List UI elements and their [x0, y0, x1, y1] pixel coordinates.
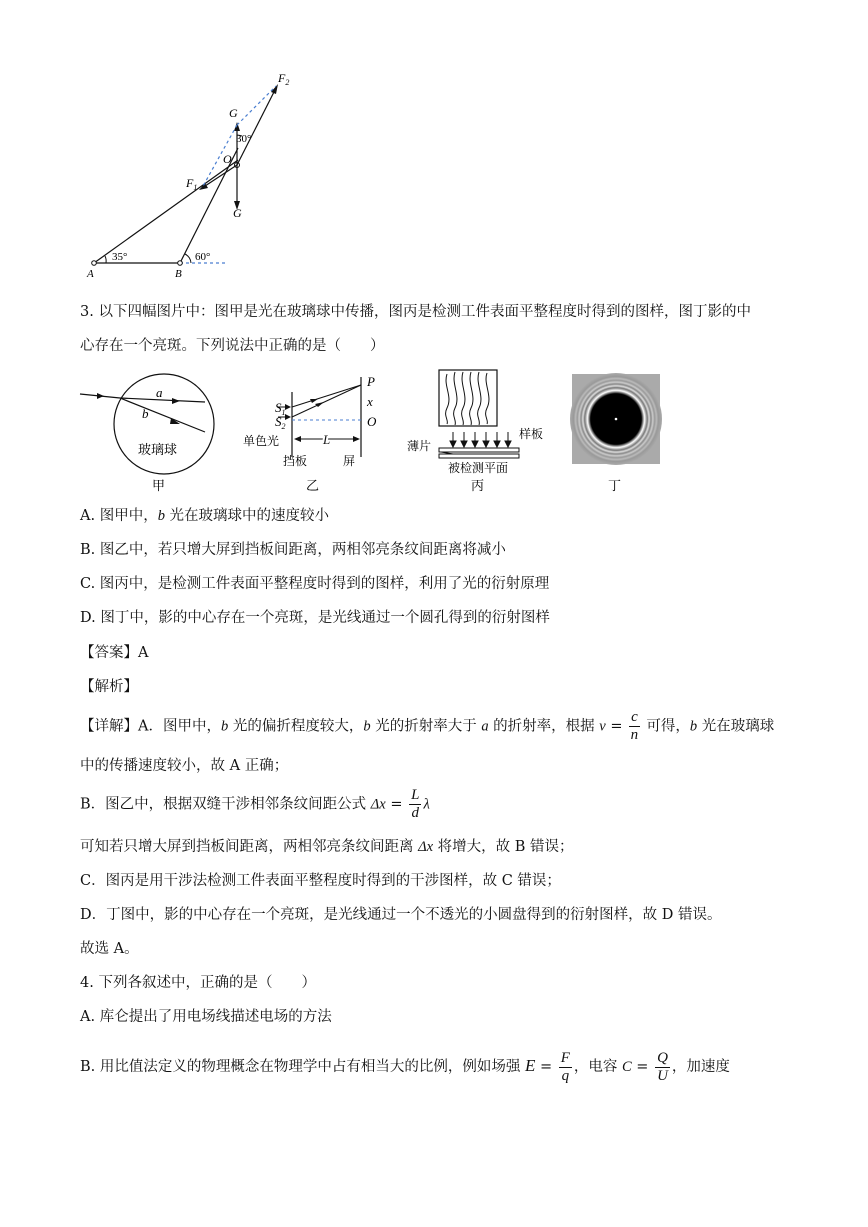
figure-ding [570, 372, 662, 497]
detail-line-5: C．图丙是用干涉法检测工件表面平整程度时得到的干涉图样，故 C 错误； [80, 873, 561, 889]
jia-a-label: a [156, 385, 163, 400]
plate-label: 挡板 [283, 454, 308, 468]
q3-stem-cont: 心存在一个亮斑。下列说法中正确的是（ ） [80, 338, 385, 354]
jia-caption: 甲 [152, 478, 166, 493]
detail-line-2: 中的传播速度较小，故 A 正确； [80, 758, 289, 774]
mono-light-label: 单色光 [243, 434, 280, 448]
jia-ball-label: 玻璃球 [138, 442, 178, 457]
g-top-label: G [229, 106, 238, 120]
force-diagram [80, 70, 290, 280]
option-b: B. 图乙中，若只增大屏到挡板间距离，两相邻亮条纹间距离将减小 [80, 542, 506, 558]
f1-label: $F_1$ [186, 176, 198, 192]
figure-bing [403, 368, 553, 498]
l-over-d-fraction: $\frac{L}{d}$ [411, 787, 420, 821]
g-bottom-label: G [233, 206, 242, 220]
p-label: P [367, 374, 375, 389]
detail-line-4: 可知若只增大屏到挡板间距离，两相邻亮条纹间距离 Δx 将增大，故 B 错误； [80, 839, 574, 855]
q4-option-a: A. 库仑提出了用电场线描述电场的方法 [80, 1009, 332, 1025]
c-over-n-fraction: $\frac{c}{n}$ [630, 709, 639, 743]
angle-60-label: 60° [195, 251, 211, 263]
detail-line-3: B．图乙中，根据双缝干涉相邻条纹间距公式 Δx = $\frac{L}{d}$ λ [80, 787, 430, 821]
q3-stem: 3. 以下四幅图片中：图甲是光在玻璃球中传播，图丙是检测工件表面平整程度时得到的图样，图丁影的中 [80, 304, 751, 320]
q-over-u-fraction: $\frac{Q}{U}$ [657, 1049, 668, 1084]
s1-label: $S_1$ [275, 400, 286, 417]
q4-option-b: B. 用比值法定义的物理概念在物理学中占有相当大的比例，例如场强 E = $\frac{F}{q}$ ，电容 C = $\frac{Q}{U}$ ，加速度 [80, 1049, 730, 1084]
figure-jia [80, 372, 215, 497]
film-label: 薄片 [407, 439, 432, 453]
o-label: O [223, 152, 232, 166]
jia-b-label: b [142, 406, 149, 421]
l-label: L [323, 432, 331, 447]
f2-label: $F_2$ [278, 71, 290, 87]
angle-30-label: 30° [236, 133, 252, 145]
screen-label: 屏 [343, 454, 356, 468]
yi-caption: 乙 [306, 478, 320, 493]
ding-caption: 丁 [608, 478, 622, 493]
detail-line-7: 故选 A。 [80, 941, 139, 957]
angle-35-label: 35° [112, 251, 128, 263]
detail-line-6: D．丁图中，影的中心存在一个亮斑，是光线通过一个不透光的小圆盘得到的衍射图样，故 D 错误。 [80, 907, 722, 923]
surface-label: 被检测平面 [448, 461, 509, 475]
detail-line-1: 【详解】A．图甲中，b 光的偏折程度较大，b 光的折射率大于 a 的折射率，根据 v = $\frac{c}{n}$ 可得，b 光在玻璃球 [80, 709, 775, 743]
analysis-heading: 【解析】 [80, 679, 138, 695]
q4-stem: 4. 下列各叙述中，正确的是（ ） [80, 975, 316, 991]
o-point-label: O [367, 414, 377, 429]
bing-caption: 丙 [471, 478, 485, 493]
option-d: D. 图丁中，影的中心存在一个亮斑，是光线通过一个圆孔得到的衍射图样 [80, 610, 550, 626]
option-c: C. 图丙中，是检测工件表面平整程度时得到的图样，利用了光的衍射原理 [80, 576, 550, 592]
f-over-q-fraction: $\frac{F}{q}$ [560, 1049, 570, 1084]
s2-label: $S_2$ [275, 414, 286, 431]
a-label: A [87, 268, 94, 280]
sample-label: 样板 [519, 427, 544, 441]
x-label: x [367, 394, 373, 409]
b-label: B [175, 268, 182, 280]
option-a: A. 图甲中，b 光在玻璃球中的速度较小 [80, 508, 330, 524]
figure-yi [238, 372, 388, 497]
answer: 【答案】A [80, 645, 149, 661]
